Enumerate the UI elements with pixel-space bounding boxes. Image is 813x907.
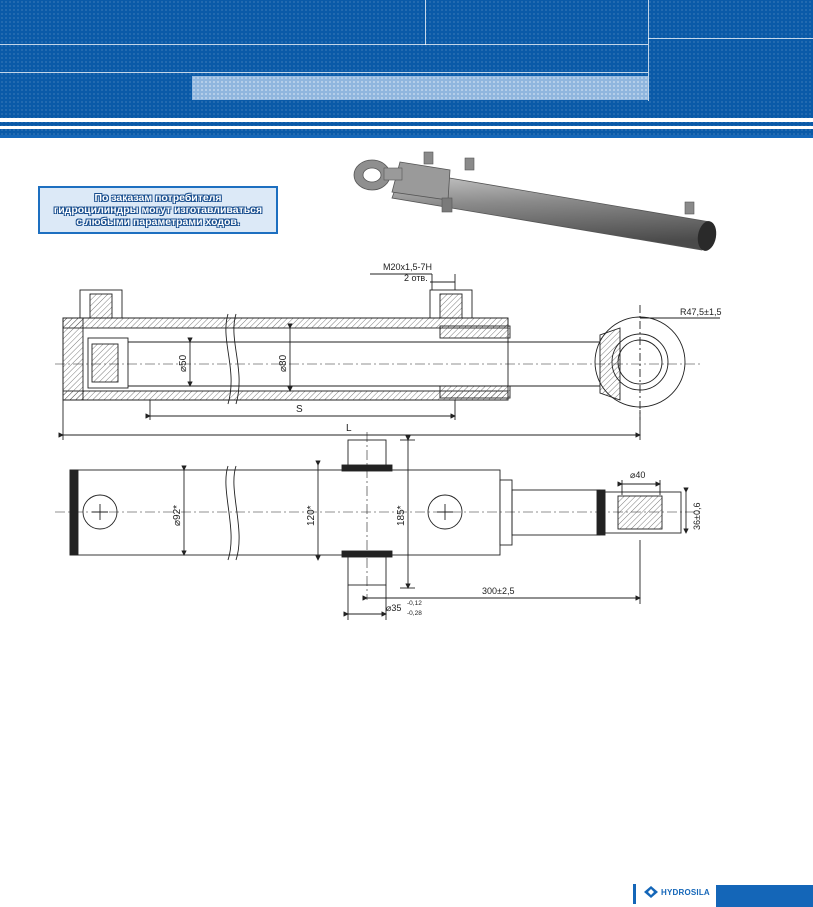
eye-offset-label: 300±2,5: [482, 586, 515, 596]
tolerance-lower: -0,28: [407, 610, 422, 617]
notice-line: По заказам потребителя: [94, 192, 222, 204]
footer-separator: [633, 884, 636, 904]
render-port: [465, 158, 474, 170]
eye-bore-label: ⌀40: [630, 470, 646, 480]
section-rear-cap: [63, 318, 83, 400]
eye-width-label: 36±0,6: [692, 502, 702, 530]
footer-bar: [716, 885, 813, 907]
radius-label: R47,5±1,5: [680, 307, 722, 317]
header-stripe: [0, 126, 813, 129]
render-port: [424, 152, 433, 164]
length-label: L: [346, 423, 352, 434]
brand-diamond-icon: [644, 886, 658, 898]
header-rule: [0, 72, 648, 73]
header-divider: [425, 0, 426, 45]
rod-diameter-label: ⌀50: [178, 354, 189, 372]
bore-diameter-label: ⌀80: [278, 354, 289, 372]
page-header: [0, 0, 813, 135]
notice-line: гидроцилиндры могут изготавливаться: [53, 204, 263, 216]
side-rod: [512, 490, 600, 535]
side-rear-band: [70, 470, 78, 555]
thread-label: M20x1,5-7H: [383, 262, 433, 272]
brand-name: HYDROSILA: [661, 887, 710, 897]
notice-line: с любыми параметрами ходов.: [76, 216, 240, 228]
holes-label: 2 отв.: [404, 273, 428, 283]
trunnion-diameter-label: ⌀35: [386, 603, 402, 613]
brand-logo: [644, 886, 710, 898]
header-highlight-band: [192, 76, 648, 100]
stroke-label: S: [296, 404, 303, 415]
header-rule: [648, 38, 813, 39]
render-trunnion: [442, 198, 452, 212]
header-rule: [0, 44, 648, 45]
stroke-notice-box: [38, 186, 278, 234]
body-diameter-label: ⌀92*: [172, 504, 183, 526]
trunnion-width-label: 120*: [306, 505, 317, 526]
render-port: [685, 202, 694, 214]
header-divider: [648, 0, 649, 101]
header-bottom-line: [0, 135, 813, 138]
cylinder-render: [340, 140, 740, 260]
technical-drawing: [0, 255, 813, 630]
trunnion-span-label: 185*: [396, 505, 407, 526]
header-stripe: [0, 118, 813, 122]
side-barrel: [70, 470, 500, 555]
tolerance-upper: -0,12: [407, 600, 422, 607]
